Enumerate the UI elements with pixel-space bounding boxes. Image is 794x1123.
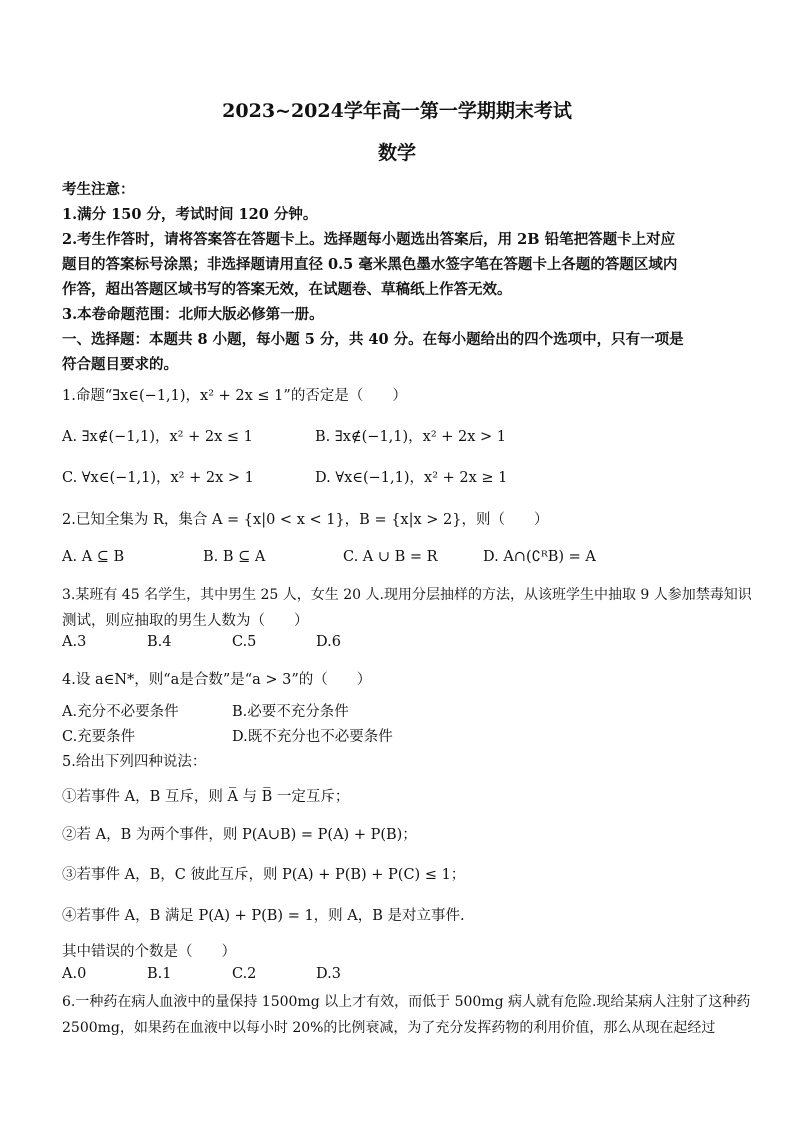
question-5-statement-1: ①若事件 A，B 互斥，则 A̅ 与 B̅ 一定互斥； — [62, 789, 350, 805]
question-3-option-b: B.4 — [147, 634, 172, 650]
question-6-line-2: 2500mg，如果药在血液中以每小时 20%的比例衰减，为了充分发挥药物的利用价值，那么从现在起经过 — [62, 1020, 716, 1036]
exam-title: 2023~2024学年高一第一学期期末考试 — [222, 100, 572, 122]
section-heading-line-1: 一、选择题：本题共 8 小题，每小题 5 分，共 40 分。在每小题给出的四个选项中，只有一项是 — [62, 331, 684, 348]
question-5-statement-2: ②若 A，B 为两个事件，则 P(A∪B) = P(A) + P(B)； — [62, 827, 417, 843]
question-4-option-a: A.充分不必要条件 — [62, 704, 179, 720]
section-heading-line-2: 符合题目要求的。 — [62, 356, 178, 373]
question-3-option-c: C.5 — [232, 634, 257, 650]
question-5-statement-3: ③若事件 A，B，C 彼此互斥，则 P(A) + P(B) + P(C) ≤ 1； — [62, 867, 466, 883]
question-4-option-d: D.既不充分也不必要条件 — [232, 729, 393, 745]
question-1-option-d: D. ∀x∈(−1,1)，x² + 2x ≥ 1 — [315, 470, 508, 486]
subject-title: 数学 — [377, 142, 416, 164]
question-5-statement-4: ④若事件 A，B 满足 P(A) + P(B) = 1，则 A，B 是对立事件. — [62, 908, 465, 924]
question-5-option-b: B.1 — [147, 966, 172, 982]
question-2-stem: 2.已知全集为 R，集合 A = {x|0 < x < 1}，B = {x|x > 2}，则（ ） — [62, 512, 549, 528]
notice-item-2-line-1: 2.考生作答时，请将答案答在答题卡上。选择题每小题选出答案后，用 2B 铅笔把答题卡上对应 — [62, 231, 676, 248]
notice-heading: 考生注意： — [62, 181, 135, 198]
question-3-option-a: A.3 — [62, 634, 87, 650]
question-5-ask: 其中错误的个数是（ ） — [62, 944, 236, 960]
question-2-option-d: D. A∩(∁ᴿB) = A — [483, 549, 596, 565]
question-2-option-b: B. B ⊆ A — [203, 549, 266, 565]
notice-item-2-line-3: 作答，超出答题区域书写的答案无效，在试题卷、草稿纸上作答无效。 — [62, 281, 512, 298]
notice-item-1: 1.满分 150 分，考试时间 120 分钟。 — [62, 206, 318, 223]
question-3-option-d: D.6 — [316, 634, 341, 650]
question-2-option-a: A. A ⊆ B — [62, 549, 125, 565]
question-4-option-c: C.充要条件 — [62, 729, 136, 745]
question-6-line-1: 6.一种药在病人血液中的量保持 1500mg 以上才有效，而低于 500mg 病人就有危险.现给某病人注射了这种药 — [62, 994, 751, 1010]
question-1-option-b: B. ∃x∉(−1,1)，x² + 2x > 1 — [315, 429, 507, 445]
question-1-stem: 1.命题“∃x∈(−1,1)，x² + 2x ≤ 1”的否定是（ ） — [62, 388, 407, 404]
notice-item-2-line-2: 题目的答案标号涂黑；非选择题请用直径 0.5 毫米黑色墨水签字笔在答题卡上各题的答题区域内 — [62, 256, 678, 273]
question-4-stem: 4.设 a∈N*，则“a是合数”是“a > 3”的（ ） — [62, 672, 372, 688]
question-5-option-d: D.3 — [316, 966, 341, 982]
question-3-line-1: 3.某班有 45 名学生，其中男生 25 人，女生 20 人.现用分层抽样的方法，从该班学生中抽取 9 人参加禁毒知识 — [62, 587, 752, 603]
question-3-line-2: 测试，则应抽取的男生人数为（ ） — [62, 613, 309, 629]
question-5-option-c: C.2 — [232, 966, 257, 982]
question-1-option-c: C. ∀x∈(−1,1)，x² + 2x > 1 — [62, 470, 254, 486]
question-5-stem: 5.给出下列四种说法： — [62, 754, 207, 770]
notice-item-3: 3.本卷命题范围：北师大版必修第一册。 — [62, 306, 324, 323]
question-2-option-c: C. A ∪ B = R — [343, 549, 438, 565]
question-1-option-a: A. ∃x∉(−1,1)，x² + 2x ≤ 1 — [62, 429, 253, 445]
question-5-option-a: A.0 — [62, 966, 87, 982]
question-4-option-b: B.必要不充分条件 — [232, 704, 349, 720]
